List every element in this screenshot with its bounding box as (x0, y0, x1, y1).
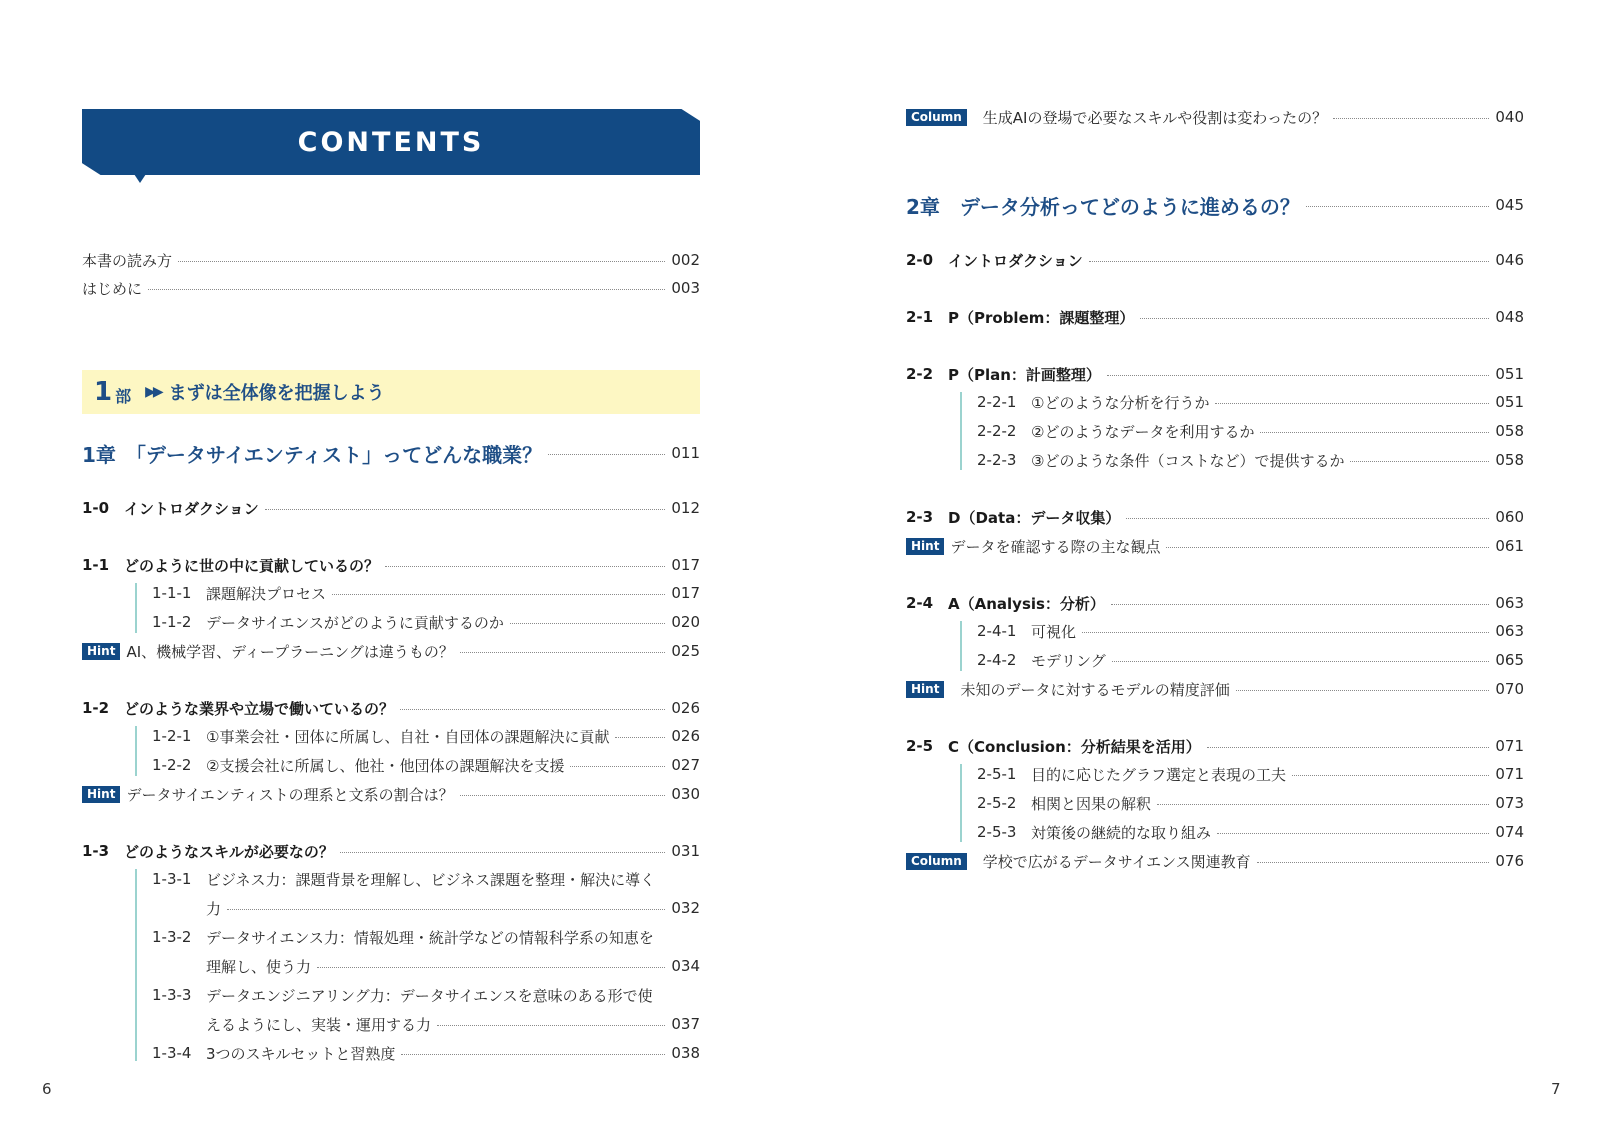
hint-tag: Hint (906, 538, 944, 555)
toc-page-number: 045 (1495, 196, 1524, 214)
section-number: 2-0 (906, 251, 934, 269)
leader-dots (1157, 804, 1489, 805)
toc-subsection-1-3-4[interactable] (152, 1039, 700, 1067)
toc-subsection-2-5-3[interactable] (977, 818, 1524, 846)
toc-subsection-2-4-2[interactable] (977, 646, 1524, 674)
subsection-title: 対策後の継続的な取り組み (1031, 823, 1212, 842)
toc-hint-4[interactable] (906, 675, 1524, 703)
subsection-title: モデリング (1031, 651, 1106, 670)
toc-section-2-0[interactable] (906, 246, 1524, 274)
toc-subsection-1-3-2-line2[interactable] (206, 952, 700, 980)
section-title: どのような業界や立場で働いているの？ (124, 699, 395, 718)
toc-page-number: 051 (1495, 393, 1524, 411)
part-title: まずは全体像を把握しよう (168, 383, 385, 404)
toc-entry-reading-guide[interactable] (82, 246, 700, 274)
leader-dots (1107, 375, 1489, 376)
toc-section-1-1[interactable] (82, 551, 700, 579)
toc-section-2-4[interactable] (906, 589, 1524, 617)
leader-dots (401, 1054, 665, 1055)
subsection-bar (135, 726, 137, 776)
part-number: 1 (94, 377, 113, 407)
toc-page-number: 058 (1495, 422, 1524, 440)
toc-page-number: 058 (1495, 451, 1524, 469)
toc-page-number: 040 (1495, 108, 1524, 126)
leader-dots (1333, 118, 1489, 119)
toc-hint-3[interactable] (906, 532, 1524, 560)
leader-dots (265, 509, 666, 510)
leader-dots (1215, 403, 1489, 404)
toc-page-number: 073 (1495, 794, 1524, 812)
section-title: C（Conclusion：分析結果を活用） (948, 737, 1201, 756)
toc-page-number: 025 (671, 642, 700, 660)
column-title: 生成AIの登場で必要なスキルや役割は変わったの？ (982, 108, 1328, 127)
toc-entry-label: 本書の読み方 (82, 251, 173, 270)
toc-column-2[interactable] (906, 847, 1524, 875)
toc-page-number: 002 (671, 251, 700, 269)
toc-page-number: 026 (671, 727, 700, 745)
leader-dots (460, 795, 666, 796)
toc-subsection-2-2-2[interactable] (977, 417, 1524, 445)
subsection-number: 1-1-2 (152, 613, 192, 631)
toc-page-number: 026 (671, 699, 700, 717)
section-number: 2-1 (906, 308, 934, 326)
toc-page-number: 031 (671, 842, 700, 860)
toc-subsection-1-3-3-line2[interactable] (206, 1010, 700, 1038)
banner-pointer (134, 174, 146, 183)
subsection-number: 1-3-3 (152, 986, 192, 1004)
toc-page-number: 012 (671, 499, 700, 517)
column-tag: Column (906, 853, 967, 870)
hint-title: データを確認する際の主な観点 (950, 537, 1161, 556)
toc-chapter-2[interactable] (906, 188, 1524, 222)
leader-dots (400, 709, 665, 710)
subsection-title: 目的に応じたグラフ選定と表現の工夫 (1031, 765, 1287, 784)
subsection-title: 課題解決プロセス (206, 584, 327, 603)
section-number: 2-3 (906, 508, 934, 526)
hint-title: データサイエンティストの理系と文系の割合は？ (126, 785, 454, 804)
toc-page-number: 017 (671, 556, 700, 574)
section-number: 1-2 (82, 699, 110, 717)
subsection-title: 相関と因果の解釈 (1031, 794, 1152, 813)
toc-section-1-0[interactable] (82, 494, 700, 522)
leader-dots (317, 967, 665, 968)
toc-page-number: 061 (1495, 537, 1524, 555)
toc-section-2-3[interactable] (906, 503, 1524, 531)
toc-column-1[interactable] (906, 103, 1524, 131)
subsection-title: ②どのようなデータを利用するか (1031, 422, 1255, 441)
toc-subsection-1-2-2[interactable] (152, 751, 700, 779)
subsection-title: データサイエンスがどのように貢献するのか (206, 613, 504, 632)
leader-dots (1236, 690, 1490, 691)
leader-dots (1126, 518, 1489, 519)
subsection-title: ①どのような分析を行うか (1031, 393, 1210, 412)
section-number: 1-1 (82, 556, 110, 574)
leader-dots (1306, 206, 1489, 207)
leader-dots (1089, 261, 1490, 262)
toc-page-number: 003 (671, 279, 700, 297)
toc-page-number: 063 (1495, 594, 1524, 612)
hint-tag: Hint (906, 681, 944, 698)
subsection-title: データエンジニアリング力：データサイエンスを意味のある形で使 (206, 986, 653, 1005)
section-title: どのように世の中に貢献しているの？ (124, 556, 380, 575)
subsection-title: データサイエンス力：情報処理・統計学などの情報科学系の知恵を (206, 928, 654, 947)
toc-page-number: 065 (1495, 651, 1524, 669)
toc-page-number: 071 (1495, 765, 1524, 783)
subsection-title-cont: 力 (206, 899, 222, 918)
toc-subsection-1-3-1-line1[interactable] (152, 865, 700, 893)
toc-page-number: 063 (1495, 622, 1524, 640)
section-title: P（Plan：計画整理） (948, 365, 1101, 384)
section-title: P（Problem：課題整理） (948, 308, 1135, 327)
toc-page-number: 027 (671, 756, 700, 774)
left-page-number: 6 (42, 1080, 52, 1098)
subsection-title: ①事業会社・団体に所属し、自社・自団体の課題解決に貢献 (206, 727, 610, 746)
leader-dots (1112, 661, 1490, 662)
subsection-number: 1-1-1 (152, 584, 192, 602)
subsection-title: ③どのような条件（コストなど）で提供するか (1031, 451, 1345, 470)
subsection-number: 1-3-4 (152, 1044, 192, 1062)
section-number: 2-5 (906, 737, 934, 755)
toc-subsection-2-2-3[interactable] (977, 446, 1524, 474)
double-arrow-icon: ▶▶ (145, 384, 161, 400)
toc-section-2-5[interactable] (906, 732, 1524, 760)
leader-dots (437, 1025, 665, 1026)
subsection-number: 2-2-1 (977, 393, 1017, 411)
toc-page-number: 030 (671, 785, 700, 803)
subsection-title-cont: 理解し、使う力 (206, 957, 312, 976)
toc-subsection-1-1-2[interactable] (152, 608, 700, 636)
toc-section-1-3[interactable] (82, 837, 700, 865)
toc-page-number: 034 (671, 957, 700, 975)
toc-subsection-1-3-2-line1[interactable] (152, 923, 700, 951)
subsection-bar (135, 869, 137, 1061)
leader-dots (1257, 862, 1490, 863)
hint-title: 未知のデータに対するモデルの精度評価 (960, 680, 1230, 699)
toc-entry-introduction[interactable] (82, 274, 700, 302)
hint-tag: Hint (82, 643, 120, 660)
toc-page-number: 038 (671, 1044, 700, 1062)
subsection-number: 2-5-2 (977, 794, 1017, 812)
subsection-number: 1-2-1 (152, 727, 192, 745)
subsection-title: 可視化 (1031, 622, 1077, 641)
toc-page-number: 070 (1495, 680, 1524, 698)
leader-dots (385, 566, 665, 567)
toc-page-number: 048 (1495, 308, 1524, 326)
leader-dots (1166, 547, 1489, 548)
section-number: 1-0 (82, 499, 110, 517)
subsection-title: ビジネス力：課題背景を理解し、ビジネス課題を整理・解決に導く (206, 870, 656, 889)
leader-dots (1111, 604, 1489, 605)
toc-subsection-2-5-2[interactable] (977, 789, 1524, 817)
column-tag: Column (906, 109, 967, 126)
contents-title: CONTENTS (297, 126, 485, 158)
toc-subsection-1-3-3-line1[interactable] (152, 981, 700, 1009)
subsection-number: 2-2-2 (977, 422, 1017, 440)
leader-dots (1140, 318, 1489, 319)
subsection-bar (960, 621, 962, 671)
toc-chapter-1[interactable] (82, 436, 700, 470)
part-1-header (82, 370, 700, 414)
leader-dots (460, 652, 665, 653)
toc-page-number: 076 (1495, 852, 1524, 870)
section-title: A（Analysis：分析） (948, 594, 1105, 613)
toc-page-number: 020 (671, 613, 700, 631)
right-page-number: 7 (1551, 1080, 1561, 1098)
toc-page-number: 037 (671, 1015, 700, 1033)
chapter-title: 1章 「データサイエンティスト」ってどんな職業？ (82, 442, 543, 467)
leader-dots (340, 852, 666, 853)
section-title: イントロダクション (948, 251, 1083, 270)
subsection-number: 1-3-2 (152, 928, 192, 946)
section-title: D（Data：データ収集） (948, 508, 1121, 527)
toc-page-number: 060 (1495, 508, 1524, 526)
toc-section-2-1[interactable] (906, 303, 1524, 331)
subsection-title: ②支援会社に所属し、他社・他団体の課題解決を支援 (206, 756, 565, 775)
subsection-number: 2-2-3 (977, 451, 1017, 469)
toc-page-number: 074 (1495, 823, 1524, 841)
toc-subsection-1-3-1-line2[interactable] (206, 894, 700, 922)
subsection-number: 1-3-1 (152, 870, 192, 888)
leader-dots (1217, 833, 1489, 834)
subsection-bar (960, 392, 962, 470)
leader-dots (510, 623, 665, 624)
section-number: 2-2 (906, 365, 934, 383)
toc-subsection-2-4-1[interactable] (977, 617, 1524, 645)
hint-title: AI、機械学習、ディープラーニングは違うもの？ (126, 642, 454, 661)
leader-dots (1082, 632, 1489, 633)
subsection-title-cont: えるようにし、実装・運用する力 (206, 1015, 432, 1034)
leader-dots (148, 289, 665, 290)
toc-entry-label: はじめに (82, 279, 143, 298)
subsection-number: 1-2-2 (152, 756, 192, 774)
toc-page-number: 046 (1495, 251, 1524, 269)
leader-dots (548, 454, 665, 455)
part-suffix: 部 (115, 386, 132, 406)
leader-dots (615, 737, 665, 738)
leader-dots (227, 909, 665, 910)
section-number: 2-4 (906, 594, 934, 612)
toc-section-1-2[interactable] (82, 694, 700, 722)
section-title: どのようなスキルが必要なの？ (124, 842, 334, 861)
toc-subsection-1-2-1[interactable] (152, 722, 700, 750)
leader-dots (570, 766, 665, 767)
subsection-number: 2-4-2 (977, 651, 1017, 669)
section-number: 1-3 (82, 842, 110, 860)
toc-section-2-2[interactable] (906, 360, 1524, 388)
toc-page-number: 071 (1495, 737, 1524, 755)
leader-dots (1260, 432, 1489, 433)
toc-subsection-2-5-1[interactable] (977, 760, 1524, 788)
column-title: 学校で広がるデータサイエンス関連教育 (982, 852, 1251, 871)
toc-subsection-1-1-1[interactable] (152, 579, 700, 607)
toc-page-number: 032 (671, 899, 700, 917)
subsection-number: 2-4-1 (977, 622, 1017, 640)
toc-page-number: 017 (671, 584, 700, 602)
leader-dots (1207, 747, 1490, 748)
leader-dots (178, 261, 665, 262)
section-title: イントロダクション (124, 499, 259, 518)
toc-subsection-2-2-1[interactable] (977, 388, 1524, 416)
toc-hint-2[interactable] (82, 780, 700, 808)
leader-dots (1350, 461, 1489, 462)
toc-page-number: 011 (671, 444, 700, 462)
subsection-bar (960, 764, 962, 842)
toc-page-number: 051 (1495, 365, 1524, 383)
subsection-title: 3つのスキルセットと習熟度 (206, 1044, 396, 1063)
subsection-number: 2-5-1 (977, 765, 1017, 783)
toc-hint-1[interactable] (82, 637, 700, 665)
leader-dots (1292, 775, 1489, 776)
subsection-bar (135, 583, 137, 633)
leader-dots (332, 594, 665, 595)
subsection-number: 2-5-3 (977, 823, 1017, 841)
chapter-title: 2章 データ分析ってどのように進めるの？ (906, 194, 1300, 219)
hint-tag: Hint (82, 786, 120, 803)
